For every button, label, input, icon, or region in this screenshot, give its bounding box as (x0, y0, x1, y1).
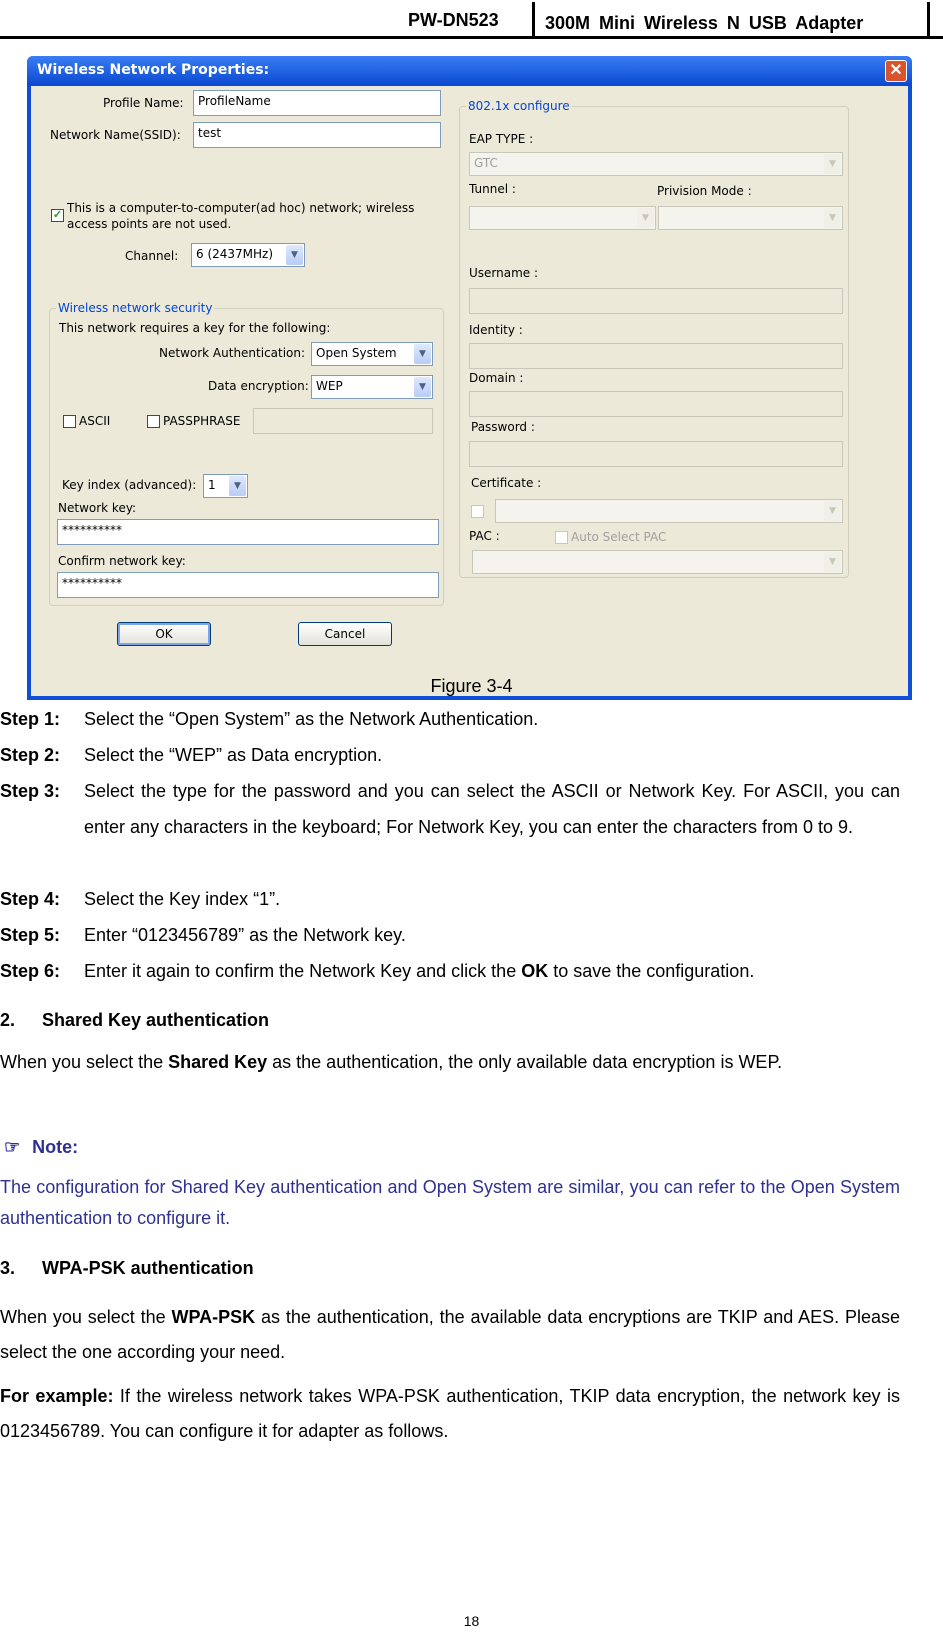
pac-label: PAC : (469, 529, 500, 543)
password-input[interactable] (469, 441, 843, 467)
step-text-before: Enter it again to confirm the Network Key and click the (84, 961, 522, 981)
chevron-down-icon: ▼ (824, 154, 841, 174)
step-4 (0, 881, 900, 917)
profile-name-input[interactable]: ProfileName (193, 90, 441, 116)
step-text-after: to save the configuration. (548, 961, 755, 981)
section-title: WPA-PSK authentication (42, 1258, 254, 1278)
auth-select[interactable] (311, 342, 433, 366)
step-6 (0, 953, 900, 989)
step-label: Step 5: (0, 925, 61, 945)
ssid-input[interactable]: test (193, 122, 441, 148)
shared-key-paragraph (0, 1045, 900, 1080)
para-text: When you select the (0, 1052, 169, 1072)
step-5 (0, 917, 900, 953)
eap-type-select[interactable] (469, 152, 843, 176)
wpa-psk-paragraph (0, 1300, 900, 1370)
chevron-down-icon: ▼ (637, 208, 654, 228)
step-text: Select the Key index “1”. (84, 889, 281, 909)
wireless-properties-dialog (27, 56, 912, 700)
adhoc-checkbox[interactable]: ✓ (52, 209, 63, 221)
tunnel-label: Tunnel : (469, 182, 516, 196)
channel-select[interactable] (191, 243, 305, 267)
username-label: Username : (469, 266, 539, 280)
key-index-value: 1 (208, 478, 216, 492)
ascii-label: ASCII (79, 414, 111, 428)
certificate-label: Certificate : (471, 476, 542, 490)
step-label: Step 6: (0, 961, 61, 981)
step-label: Step 2: (0, 745, 61, 765)
passphrase-input[interactable] (253, 408, 433, 434)
step-text: Select the type for the password and you can select the ASCII or Network Key. For ASCII, you can enter any characters in the keyboard; For Network Key, you can enter the characters from 0 to 9. (84, 781, 900, 837)
page-number: 18 (463, 1613, 480, 1629)
auth-label: Network Authentication: (159, 346, 306, 360)
section-number: 2. (0, 1010, 16, 1030)
provision-select[interactable] (658, 206, 843, 230)
provision-label: Privision Mode : (657, 184, 752, 198)
para-bold: Shared Key (168, 1052, 268, 1072)
eap-type-label: EAP TYPE : (469, 132, 534, 146)
note-text: The configuration for Shared Key authentication and Open System are similar, you can refer to the Open System authentication to configure it. (0, 1177, 900, 1228)
model-name: PW-DN523 (408, 10, 499, 30)
section-number: 3. (0, 1258, 16, 1278)
para-text: When you select the (0, 1307, 172, 1327)
adhoc-label-line1: This is a computer-to-computer(ad hoc) network; wireless (67, 201, 415, 215)
step-text: Enter “0123456789” as the Network key. (84, 925, 406, 945)
username-input[interactable] (469, 288, 843, 314)
para-text: as the authentication, the available data encryptions are TKIP and AES. Please select the one according your need. (0, 1307, 900, 1362)
section-title: Shared Key authentication (42, 1010, 270, 1030)
domain-input[interactable] (469, 391, 843, 417)
key-index-label: Key index (advanced): (62, 478, 197, 492)
auto-pac-label: Auto Select PAC (571, 530, 667, 544)
identity-input[interactable] (469, 343, 843, 369)
step-text: Select the “Open System” as the Network Authentication. (84, 709, 539, 729)
identity-label: Identity : (469, 323, 523, 337)
password-label: Password : (471, 420, 535, 434)
step-3 (0, 773, 900, 881)
confirm-key-input[interactable]: ********** (57, 572, 439, 598)
para-text: as the authentication, the only available data encryption is WEP. (267, 1052, 783, 1072)
chevron-down-icon: ▼ (286, 245, 303, 265)
ssid-label: Network Name(SSID): (50, 128, 181, 142)
confirm-key-label: Confirm network key: (58, 554, 186, 568)
cancel-button[interactable]: Cancel (298, 622, 392, 646)
example-paragraph (0, 1379, 900, 1449)
step-text: Select the “WEP” as Data encryption. (84, 745, 383, 765)
domain-label: Domain : (469, 371, 524, 385)
step-label: Step 1: (0, 709, 61, 729)
enc-value: WEP (316, 379, 343, 393)
dialog-client-area (31, 86, 908, 696)
certificate-select[interactable] (495, 499, 843, 523)
ok-button[interactable]: OK (117, 622, 211, 646)
para-bold: For example: (0, 1386, 114, 1406)
note-heading-text: Note: (32, 1137, 79, 1157)
figure-caption: Figure 3-4 (430, 676, 513, 696)
dot1x-group-legend: 802.1x configure (468, 99, 570, 113)
step-2 (0, 737, 900, 773)
auto-pac-checkbox[interactable] (555, 531, 568, 544)
step-text (84, 953, 900, 989)
chevron-down-icon: ▼ (414, 377, 431, 397)
chevron-down-icon: ▼ (414, 344, 431, 364)
passphrase-label: PASSPHRASE (163, 414, 241, 428)
step-1 (0, 701, 900, 737)
page-header (0, 0, 943, 38)
chevron-down-icon: ▼ (824, 552, 841, 572)
auth-value: Open System (316, 346, 397, 360)
step-text-bold: OK (521, 961, 549, 981)
network-key-label: Network key: (58, 501, 137, 515)
chevron-down-icon: ▼ (229, 476, 246, 496)
step-label: Step 3: (0, 781, 61, 801)
para-bold: WPA-PSK (171, 1307, 256, 1327)
close-icon[interactable]: ✕ (885, 60, 907, 82)
channel-label: Channel: (125, 249, 179, 263)
step-label: Step 4: (0, 889, 61, 909)
key-index-select[interactable] (203, 474, 248, 498)
enc-label: Data encryption: (208, 379, 309, 393)
channel-value: 6 (2437MHz) (196, 247, 274, 261)
product-name: 300M Mini Wireless N USB Adapter (532, 2, 930, 36)
certificate-checkbox[interactable] (471, 505, 484, 518)
adhoc-label-line2: access points are not used. (67, 217, 232, 231)
eap-type-value: GTC (474, 156, 498, 170)
passphrase-checkbox[interactable] (147, 415, 160, 428)
para-text: If the wireless network takes WPA-PSK authentication, TKIP data encryption, the network key is 0123456789. You can configure it for adapter as follows. (0, 1386, 900, 1441)
ascii-checkbox[interactable] (63, 415, 76, 428)
enc-select[interactable] (311, 375, 433, 399)
note-heading (4, 1137, 78, 1158)
chevron-down-icon: ▼ (824, 501, 841, 521)
profile-name-label: Profile Name: (103, 96, 184, 110)
network-key-input[interactable]: ********** (57, 519, 439, 545)
security-intro: This network requires a key for the following: (59, 321, 331, 335)
pac-select[interactable] (472, 550, 843, 574)
security-group-legend: Wireless network security (58, 301, 213, 315)
chevron-down-icon: ▼ (824, 208, 841, 228)
dialog-title: Wireless Network Properties: (37, 62, 270, 78)
pointing-hand-icon: ☞ (4, 1137, 21, 1157)
header-rule (0, 36, 943, 39)
tunnel-select[interactable] (469, 206, 656, 230)
dialog-titlebar (27, 56, 912, 86)
